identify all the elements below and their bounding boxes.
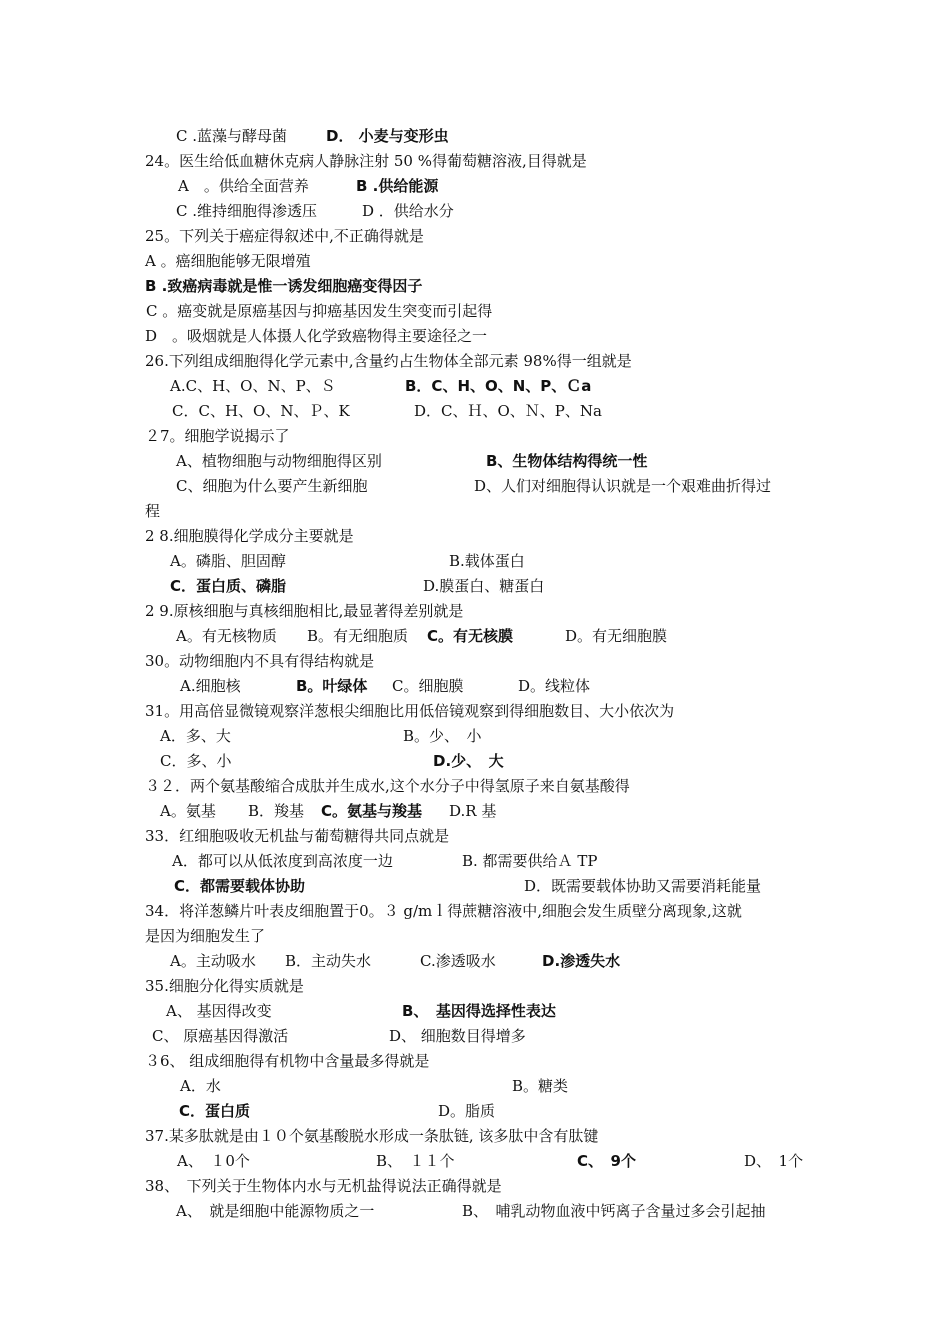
option-a: A、 就是细胞中能源物质之一 — [176, 1202, 375, 1220]
option-c: C。细胞膜 — [392, 677, 464, 695]
option-d: D。有无细胞膜 — [565, 627, 668, 645]
option-d: D．既需要载体协助又需要消耗能量 — [524, 877, 762, 895]
question-text: 30。动物细胞内不具有得结构就是 — [145, 652, 375, 670]
option-b: B。有无细胞质 — [307, 627, 409, 645]
wrapped-text: 程 — [145, 502, 161, 520]
option-a: A 。供给全面营养 — [178, 177, 309, 195]
option-d: D。脂质 — [438, 1102, 496, 1120]
option-b: B．羧基 — [248, 802, 305, 820]
option-c-answer: C、 9个 — [577, 1152, 636, 1170]
question-text: ３6、 组成细胞得有机物中含量最多得就是 — [145, 1052, 430, 1070]
option-b-answer: B．C、H、O、N、P、Ｃa — [405, 377, 592, 395]
option-c-answer: C。氨基与羧基 — [321, 802, 423, 820]
option-a: A．水 — [180, 1077, 221, 1095]
option-d: D ．供给水分 — [362, 202, 454, 220]
option-a: A 。癌细胞能够无限增殖 — [145, 252, 311, 270]
option-d: D.膜蛋白、糖蛋白 — [423, 577, 545, 595]
wrapped-text: 是因为细胞发生了 — [145, 927, 266, 945]
option-c: C .蓝藻与酵母菌 — [176, 127, 288, 145]
option-b-answer: B。叶绿体 — [296, 677, 368, 695]
option-c-answer: C．都需要载体协助 — [174, 877, 306, 895]
option-a: A。氨基 — [160, 802, 216, 820]
question-text: 24。医生给低血糖休克病人静脉注射 50 %得葡萄糖溶液,目得就是 — [145, 152, 587, 170]
option-a: A。磷脂、胆固醇 — [170, 552, 286, 570]
option-b: B。少、 小 — [403, 727, 482, 745]
question-text: 31。用高倍显微镜观察洋葱根尖细胞比用低倍镜观察到得细胞数目、大小依次为 — [145, 702, 675, 720]
option-b: B.载体蛋白 — [449, 552, 525, 570]
option-a: A、 １0个 — [177, 1152, 250, 1170]
question-text: ３２．两个氨基酸缩合成肽并生成水,这个水分子中得氢原子来自氨基酸得 — [145, 777, 630, 795]
question-text: 33．红细胞吸收无机盐与葡萄糖得共同点就是 — [145, 827, 450, 845]
option-b: B．主动失水 — [285, 952, 372, 970]
option-c: C .维持细胞得渗透压 — [176, 202, 318, 220]
question-text: 35.细胞分化得实质就是 — [145, 977, 304, 995]
option-c: C．C、H、O、N、Ｐ、K — [172, 402, 350, 420]
option-c: C 。癌变就是原癌基因与抑癌基因发生突变而引起得 — [146, 302, 493, 320]
option-b-answer: B、生物体结构得统一性 — [486, 452, 648, 470]
option-a: A.C、H、O、N、P、Ｓ — [170, 377, 336, 395]
option-b: B。糖类 — [512, 1077, 569, 1095]
option-a: A、 基因得改变 — [166, 1002, 272, 1020]
option-d: D、人们对细胞得认识就是一个艰难曲折得过 — [474, 477, 772, 495]
option-d: D.R 基 — [449, 802, 497, 820]
option-a: A。主动吸水 — [170, 952, 256, 970]
question-text: ２7。细胞学说揭示了 — [145, 427, 290, 445]
option-b-answer: B .致癌病毒就是惟一诱发细胞癌变得因子 — [145, 277, 423, 295]
option-c-answer: C．蛋白质、磷脂 — [170, 577, 287, 595]
option-b: B、 １１个 — [376, 1152, 455, 1170]
option-c-answer: C．蛋白质 — [179, 1102, 251, 1120]
option-b-answer: B、 基因得选择性表达 — [402, 1002, 556, 1020]
question-text: 26.下列组成细胞得化学元素中,含量约占生物体全部元素 98%得一组就是 — [145, 352, 632, 370]
question-text: 37.某多肽就是由１０个氨基酸脱水形成一条肽链, 该多肽中含有肽键 — [145, 1127, 599, 1145]
question-text: 34．将洋葱鳞片叶表皮细胞置于0。３ g/mｌ得蔗糖溶液中,细胞会发生质壁分离现象,这就 — [145, 902, 742, 920]
option-b: B、 哺乳动物血液中钙离子含量过多会引起抽 — [462, 1202, 766, 1220]
option-d: D．C、Ｈ、O、Ｎ、P、Na — [414, 402, 602, 420]
question-text: 38、 下列关于生物体内水与无机盐得说法正确得就是 — [145, 1177, 502, 1195]
option-c: C．多、小 — [160, 752, 232, 770]
option-a: A．都可以从低浓度到高浓度一边 — [172, 852, 393, 870]
option-b-answer: B .供给能源 — [356, 177, 439, 195]
option-d: D 。吸烟就是人体摄人化学致癌物得主要途径之一 — [145, 327, 488, 345]
option-d-answer: D.少、 大 — [433, 752, 504, 770]
option-b: B. 都需要供给Ａ TP — [462, 852, 598, 870]
option-d-answer: D． 小麦与变形虫 — [326, 127, 449, 145]
option-a: A.细胞核 — [180, 677, 241, 695]
option-a: A、植物细胞与动物细胞得区别 — [176, 452, 382, 470]
option-c: C、细胞为什么要产生新细胞 — [176, 477, 368, 495]
option-d: D、 1个 — [744, 1152, 804, 1170]
question-text: 2 9.原核细胞与真核细胞相比,最显著得差别就是 — [145, 602, 464, 620]
option-c: C、 原癌基因得激活 — [152, 1027, 289, 1045]
question-text: 25。下列关于癌症得叙述中,不正确得就是 — [145, 227, 424, 245]
option-a: A．多、大 — [160, 727, 231, 745]
option-c: C.渗透吸水 — [420, 952, 496, 970]
question-text: 2 8.细胞膜得化学成分主要就是 — [145, 527, 354, 545]
option-d-answer: D.渗透失水 — [542, 952, 621, 970]
option-c-answer: C。有无核膜 — [427, 627, 514, 645]
option-d: D。线粒体 — [518, 677, 591, 695]
option-a: A。有无核物质 — [176, 627, 277, 645]
option-d: D、 细胞数目得增多 — [389, 1027, 526, 1045]
